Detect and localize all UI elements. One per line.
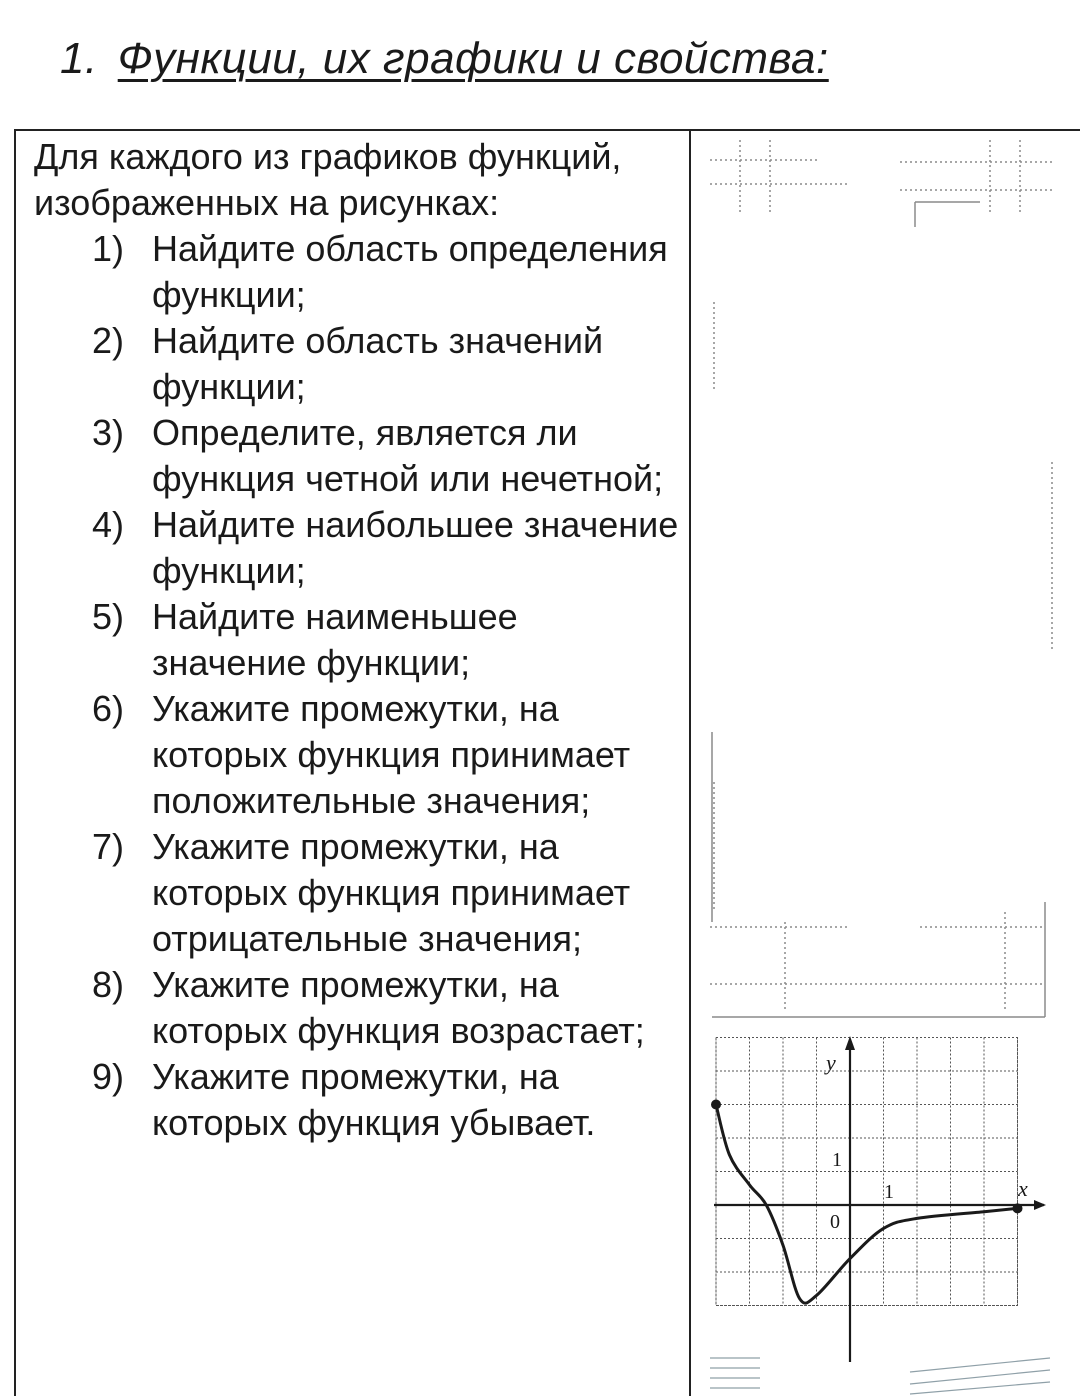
curve-start-point [711, 1100, 721, 1110]
item-number: 3) [92, 412, 125, 453]
item-text: Найдите область значений функции; [152, 320, 604, 407]
list-item [34, 410, 679, 502]
curve-end-point [1013, 1203, 1023, 1213]
heading-number: 1. [60, 34, 98, 83]
item-text: Определите, является ли функция четной или нечетной; [152, 412, 664, 499]
list-item [34, 318, 679, 410]
task-intro: Для каждого из графиков функций, изображенных на рисунках: [34, 136, 622, 223]
y-tick-label: 1 [832, 1149, 842, 1171]
task-cell [34, 134, 679, 1146]
list-item [34, 226, 679, 318]
function-graph [711, 1036, 1046, 1362]
bottom-remnant [710, 1358, 1050, 1394]
graph-grid [716, 1038, 1018, 1306]
list-item [34, 686, 679, 824]
heading-text: Функции, их графики и свойства: [117, 34, 829, 83]
x-tick-label: 1 [884, 1181, 894, 1203]
function-curve [716, 1105, 1018, 1304]
figures-column [700, 132, 1072, 1396]
item-number: 1) [92, 228, 125, 269]
item-number: 8) [92, 964, 125, 1005]
item-text: Укажите промежутки, на которых функция принимает отрицательные значения; [152, 826, 631, 959]
heading [60, 34, 829, 84]
list-item [34, 824, 679, 962]
item-number: 4) [92, 504, 125, 545]
item-number: 2) [92, 320, 125, 361]
item-text: Укажите промежутки, на которых функция возрастает; [152, 964, 645, 1051]
task-list [34, 226, 679, 1146]
table-left-border [14, 129, 16, 1396]
list-item [34, 962, 679, 1054]
list-item [34, 502, 679, 594]
item-text: Укажите промежутки, на которых функция принимает положительные значения; [152, 688, 631, 821]
item-text: Найдите наибольшее значение функции; [152, 504, 679, 591]
origin-label: 0 [830, 1211, 840, 1233]
item-number: 9) [92, 1056, 125, 1097]
list-item [34, 594, 679, 686]
figures-svg [700, 132, 1072, 1396]
item-number: 7) [92, 826, 125, 867]
item-text: Найдите наименьшее значение функции; [152, 596, 518, 683]
item-number: 5) [92, 596, 125, 637]
y-axis-arrow [845, 1036, 855, 1050]
x-axis-label: x [1018, 1176, 1028, 1201]
item-text: Найдите область определения функции; [152, 228, 668, 315]
table-column-divider [689, 129, 691, 1396]
item-number: 6) [92, 688, 125, 729]
table-top-border [14, 129, 1080, 131]
item-text: Укажите промежутки, на которых функция убывает. [152, 1056, 596, 1143]
erased-figure-remnants [710, 140, 1055, 1017]
x-axis-arrow [1034, 1200, 1046, 1210]
y-axis-label: y [826, 1050, 836, 1075]
list-item [34, 1054, 679, 1146]
